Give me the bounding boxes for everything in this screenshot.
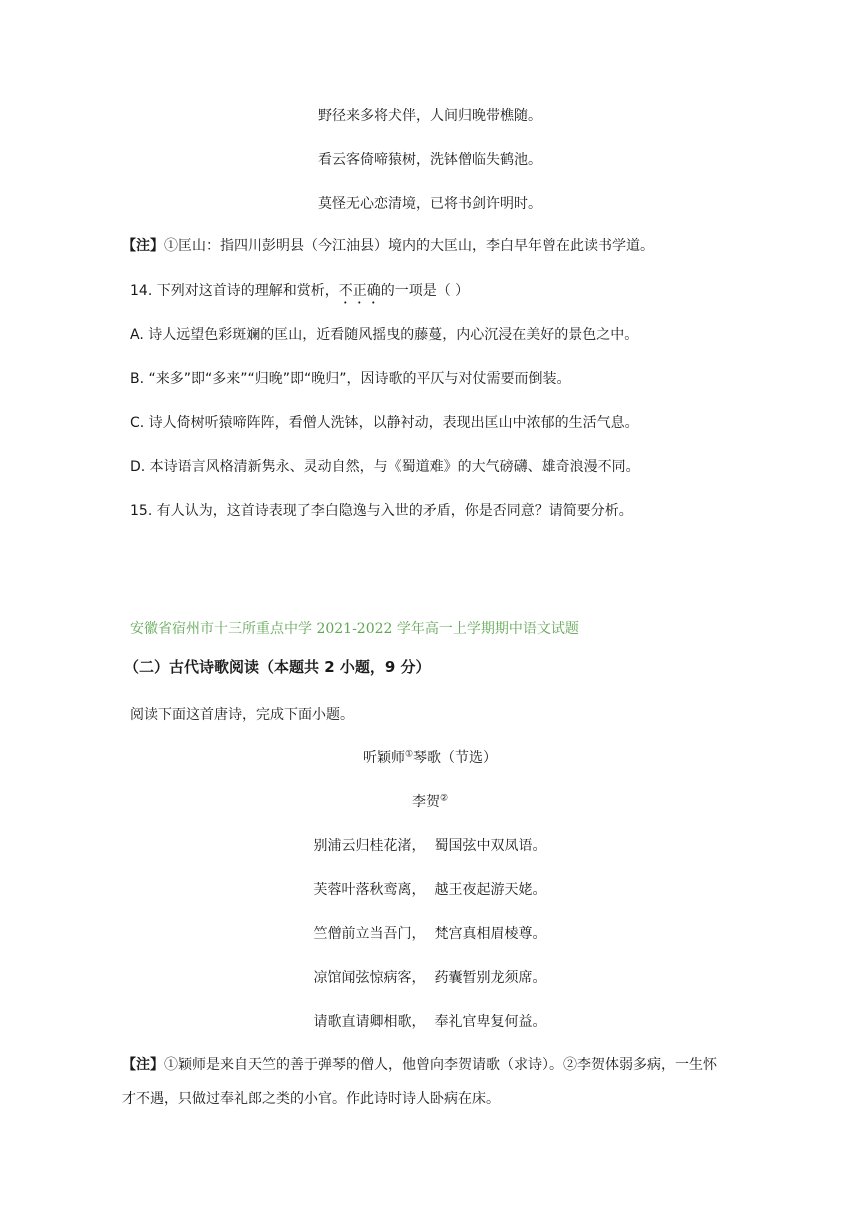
poem2-line-3: 竺僧前立当吾门， 梵宫真相眉棱尊。 [313,926,547,942]
poem2-line-5: 请歌直请卿相歌， 奉礼官卑复何益。 [313,1014,547,1030]
poem2-note-label: 【注】 [122,1057,164,1073]
question-14-stem [130,281,469,307]
poem1-line-1: 野径来多将犬伴，人间归晚带樵随。 [318,108,542,124]
poem2-author [0,792,860,812]
poem2-author-footnote-marker: ② [439,793,449,804]
section-heading: （二）古代诗歌阅读（本题共 2 小题，9 分） [124,658,431,676]
q14-option-b: B. “来多”即“多来”“归晚”即“晚归”，因诗歌的平仄与对仗需要而倒装。 [130,371,571,387]
q14-stem-before: 14. 下列对这首诗的理解和赏析， [130,283,339,299]
poem2-title-footnote-marker: ① [404,749,414,760]
poem1-note [122,236,654,256]
q14-stem-after: 的一项是（ ） [380,283,470,299]
question-15: 15. 有人认为，这首诗表现了李白隐逸与入世的矛盾，你是否同意？请简要分析。 [130,503,633,519]
section-instruction: 阅读下面这首唐诗，完成下面小题。 [130,707,354,723]
source-title: 安徽省宿州市十三所重点中学 2021-2022 学年高一上学期期中语文试题 [130,621,579,637]
poem1-line-3: 莫怪无心恋清境，已将书剑许明时。 [318,196,542,212]
poem2-title-rest: 琴歌（节选） [413,750,498,766]
poem2-line-4: 凉馆闻弦惊病客， 药囊暂别龙须席。 [313,970,547,986]
poem2-title [0,748,860,768]
poem2-note-text: ①颖师是来自天竺的善于弹琴的僧人，他曾向李贺请歌（求诗）。②李贺体弱多病，一生怀才不遇，只做过奉礼郎之类的小官。作此诗时诗人卧病在床。 [122,1057,717,1107]
q14-option-a: A. 诗人远望色彩斑斓的匡山，近看随风摇曳的藤蔓，内心沉浸在美好的景色之中。 [130,327,639,343]
poem2-note [122,1048,730,1116]
poem2-line-1: 别浦云归桂花渚， 蜀国弦中双凤语。 [313,838,547,854]
poem2-author-name: 李贺 [411,794,440,810]
q14-option-d: D. 本诗语言风格清新隽永、灵动自然，与《蜀道难》的大气磅礴、雄奇浪漫不同。 [130,459,640,475]
q14-stem-emphasis: 不正确 [338,283,381,299]
poem1-note-label: 【注】 [122,238,164,254]
poem1-line-2: 看云客倚啼猿树，洗钵僧临失鹤池。 [318,152,542,168]
poem2-title-main: 听颖师 [362,750,405,766]
poem1-note-text: ①匡山：指四川彭明县（今江油县）境内的大匡山，李白早年曾在此读书学道。 [164,238,654,254]
poem2-line-2: 芙蓉叶落秋鸾离， 越王夜起游天姥。 [313,882,547,898]
q14-option-c: C. 诗人倚树听猿啼阵阵，看僧人洗钵，以静衬动，表现出匡山中浓郁的生活气息。 [130,415,639,431]
